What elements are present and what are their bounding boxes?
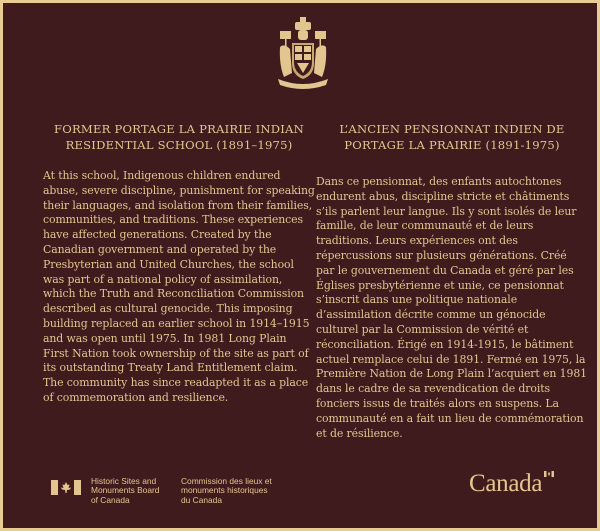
hsmbc-name-french [181,477,272,505]
hsmbc-fr-line1: Commission des lieux et [181,476,272,486]
english-title-line1: FORMER PORTAGE LA PRAIRIE INDIAN [54,122,304,136]
french-title [316,121,588,153]
canada-wordmark: Canada [469,470,543,497]
hsmbc-en-line2: Monuments Board [91,485,160,496]
english-body-text: At this school, Indigenous children endured abuse, severe discipline, punishment for speaking their languages, and isolation from their families, communities, and traditions. These experiences have affected generations. Created by the Canadian government and operated by the Presbyterian and United Churches, the school was part of a national policy of assimilation, which the Truth and Reconciliation Commission described as cultural genocide. This imposing building replaced an earlier school in 1914–1915 and was open until 1975. In 1981 Long Plain First Nation took ownership of the site as part of its outstanding Treaty Land Entitlement claim. The community has since readapted it as a place of commemoration and resilience. [43,169,315,404]
hsmbc-fr-line2: monuments historiques [181,485,268,496]
hsmbc-en-line3: of Canada [91,494,130,505]
english-title [43,121,315,153]
french-body-text: Dans ce pensionnat, des enfants autochtones endurent abus, discipline stricte et châtiments s’ils parlent leur langue. Ils y sont isolés de leur famille, de leur communauté et de leurs traditions. Leurs expériences ont des répercussions sur plusieurs générations. Créé par le gouvernement du Canada et géré par les Églises presbytérienne et unie, ce pensionnat s’inscrit dans une politique nationale d’assimilation décrite comme un génocide culturel par la Commission de vérité et réconciliation. Érigé en 1914-1915, le bâtiment actuel remplace celui de 1891. Fermé en 1975, la Première Nation de Long Plain l’acquiert en 1981 dans le cadre de sa revendication de droits fonciers issus de traités alors en suspens. La communauté en a fait un lieu de commémoration et de résilience. [316,175,587,440]
french-title-line2: PORTAGE LA PRAIRIE (1891-1975) [344,138,560,152]
french-section [316,121,588,441]
coat-of-arms-icon [276,15,330,91]
canada-flag-icon [51,480,81,495]
english-section [43,121,315,406]
english-title-line2: RESIDENTIAL SCHOOL (1891–1975) [65,138,293,152]
hsmbc-fr-line3: du Canada [181,494,222,505]
french-title-line1: L’ANCIEN PENSIONNAT INDIEN DE [339,122,565,136]
hsmbc-en-line1: Historic Sites and [91,476,157,486]
hsmbc-name-english [91,477,159,505]
wordmark-flag-icon [544,471,554,477]
plaque [3,3,597,528]
